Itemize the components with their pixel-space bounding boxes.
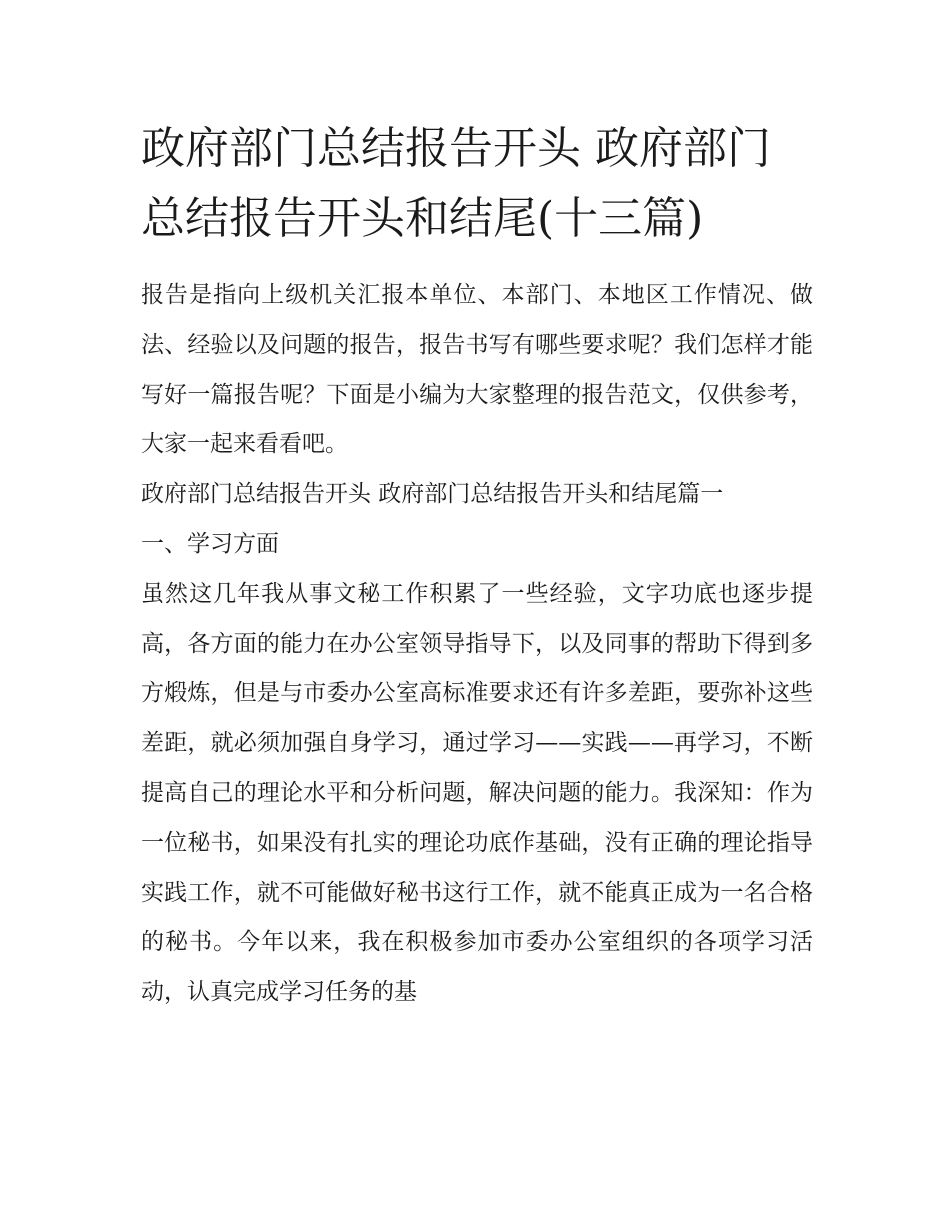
section-heading: 一、学习方面: [141, 530, 279, 557]
intro-paragraph: 报告是指向上级机关汇报本单位、本部门、本地区工作情况、做法、经验以及问题的报告，报告书写有哪些要求呢？我们怎样才能写好一篇报告呢？下面是小编为大家整理的报告范文，仅供参考，大家一起来看看吧。: [141, 282, 813, 458]
document-content: [141, 114, 813, 1018]
article-heading: 政府部门总结报告开头 政府部门总结报告开头和结尾篇一: [141, 481, 724, 508]
document-title: 政府部门总结报告开头 政府部门总结报告开头和结尾(十三篇): [141, 123, 771, 244]
section-body-paragraph: 虽然这几年我从事文秘工作积累了一些经验，文字功底也逐步提高，各方面的能力在办公室领导指导下，以及同事的帮助下得到多方煅炼，但是与市委办公室高标准要求还有许多差距，要弥补这些差距，就必须加强自身学习，通过学习——实践——再学习，不断提高自己的理论水平和分析问题，解决问题的能力。我深知：作为一位秘书，如果没有扎实的理论功底作基础，没有正确的理论指导实践工作，就不可能做好秘书这行工作，就不能真正成为一名合格的秘书。今年以来，我在积极参加市委办公室组织的各项学习活动，认真完成学习任务的基: [141, 580, 813, 1006]
